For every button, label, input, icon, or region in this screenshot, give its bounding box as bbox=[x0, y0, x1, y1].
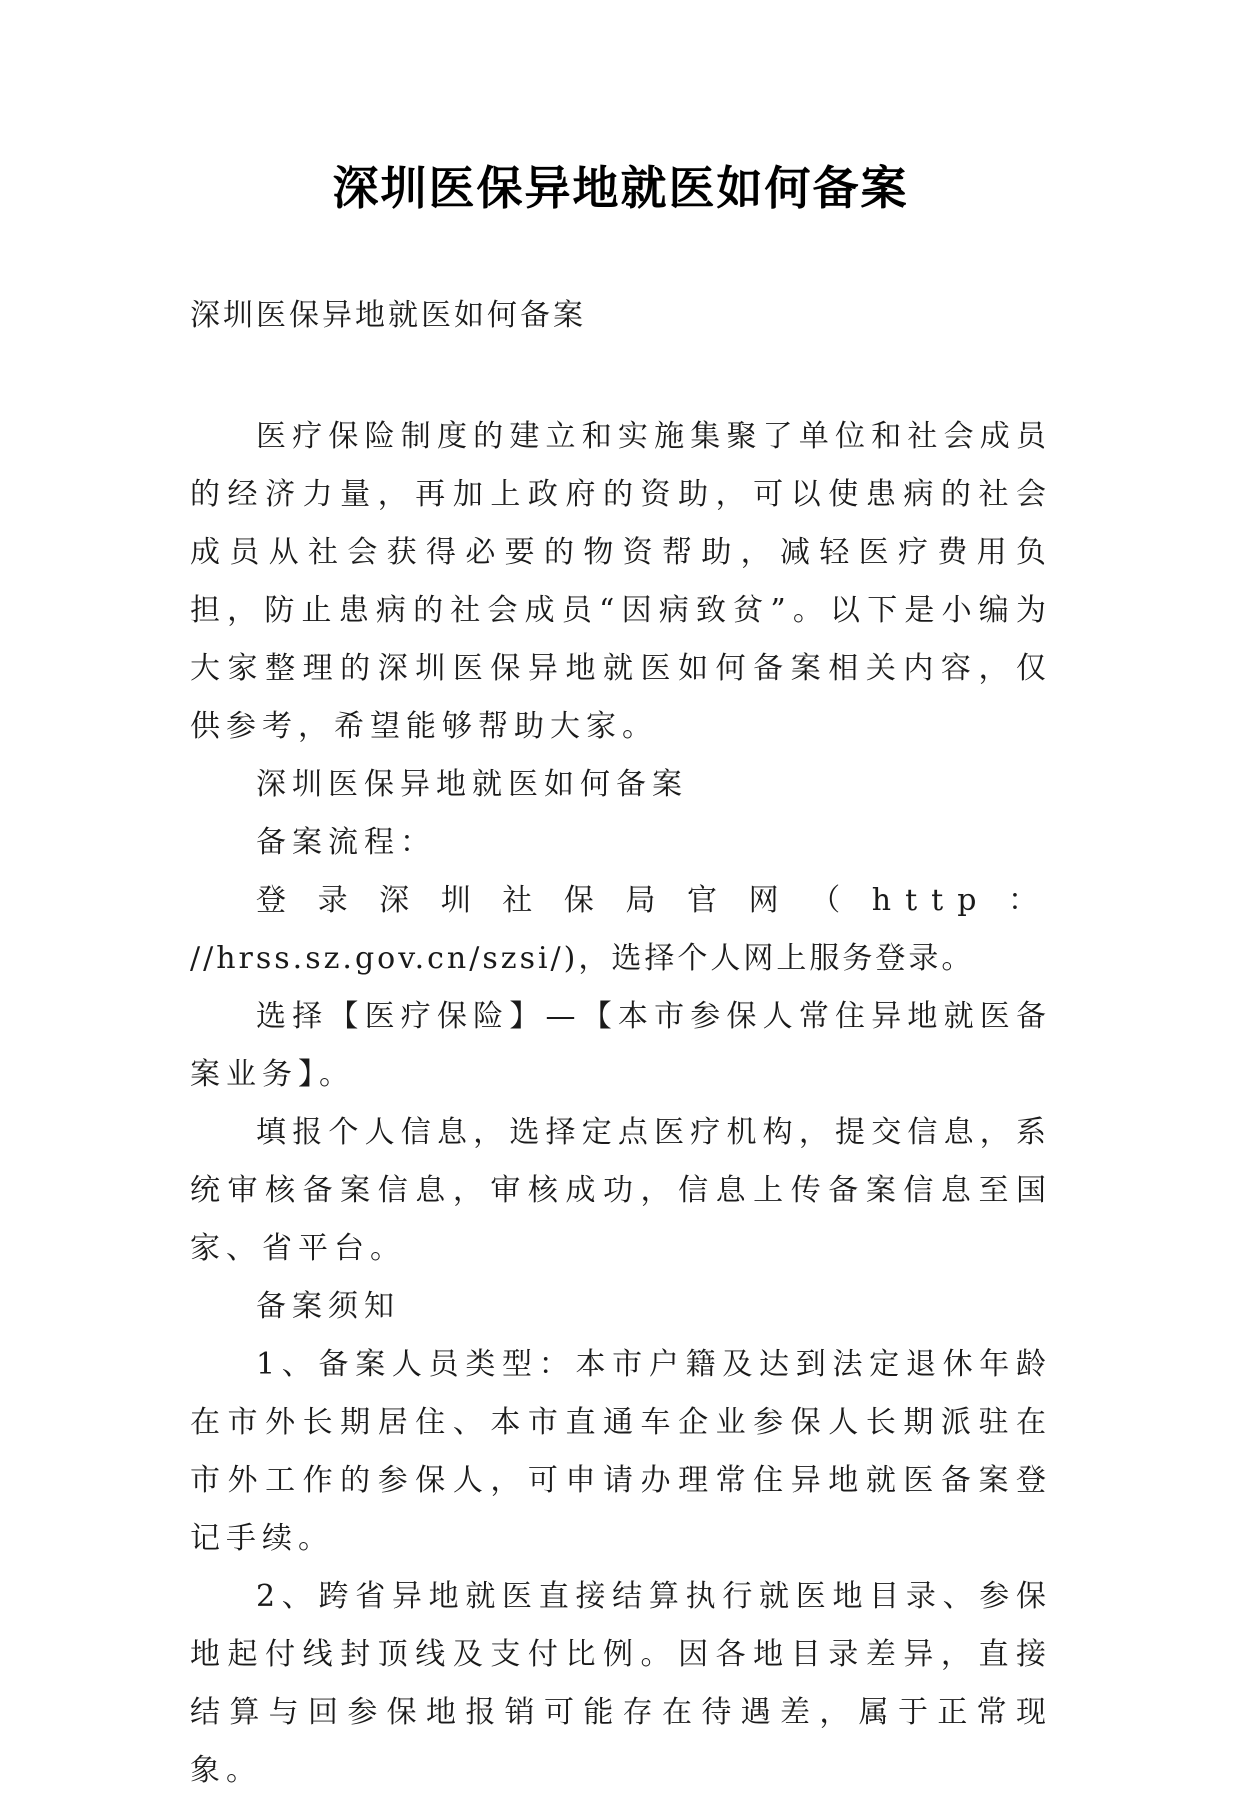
section-heading-process: 备案流程： bbox=[256, 825, 436, 860]
process-step-fill: 填报个人信息，选择定点医疗机构，提交信息，系统审核备案信息，审核成功，信息上传备案信息至国家、省平台。 bbox=[190, 1115, 1052, 1266]
section-heading-how-to-file: 深圳医保异地就医如何备案 bbox=[256, 767, 688, 802]
document-subtitle: 深圳医保异地就医如何备案 bbox=[190, 298, 586, 333]
notice-item-1: 1、备案人员类型：本市户籍及达到法定退休年龄在市外长期居住、本市直通车企业参保人长期派驻在市外工作的参保人，可申请办理常住异地就医备案登记手续。 bbox=[190, 1347, 1052, 1556]
intro-paragraph: 医疗保险制度的建立和实施集聚了单位和社会成员的经济力量，再加上政府的资助，可以使患病的社会成员从社会获得必要的物资帮助，减轻医疗费用负担，防止患病的社会成员“因病致贫”。以下是小编为大家整理的深圳医保异地就医如何备案相关内容，仅供参考，希望能够帮助大家。 bbox=[190, 419, 1052, 744]
document-title: 深圳医保异地就医如何备案 bbox=[332, 161, 909, 215]
document-body bbox=[190, 408, 1052, 1800]
notice-item-2: 2、跨省异地就医直接结算执行就医地目录、参保地起付线封顶线及支付比例。因各地目录差异，直接结算与回参保地报销可能存在待遇差，属于正常现象。 bbox=[190, 1579, 1052, 1788]
process-step-login-url: //hrss.sz.gov.cn/szsi/)，选择个人网上服务登录。 bbox=[190, 941, 975, 976]
process-step-select: 选择【医疗保险】—【本市参保人常住异地就医备案业务】。 bbox=[190, 999, 1052, 1092]
section-heading-notice: 备案须知 bbox=[256, 1289, 400, 1324]
process-step-login: 登录深圳社保局官网（http： bbox=[256, 883, 1052, 918]
